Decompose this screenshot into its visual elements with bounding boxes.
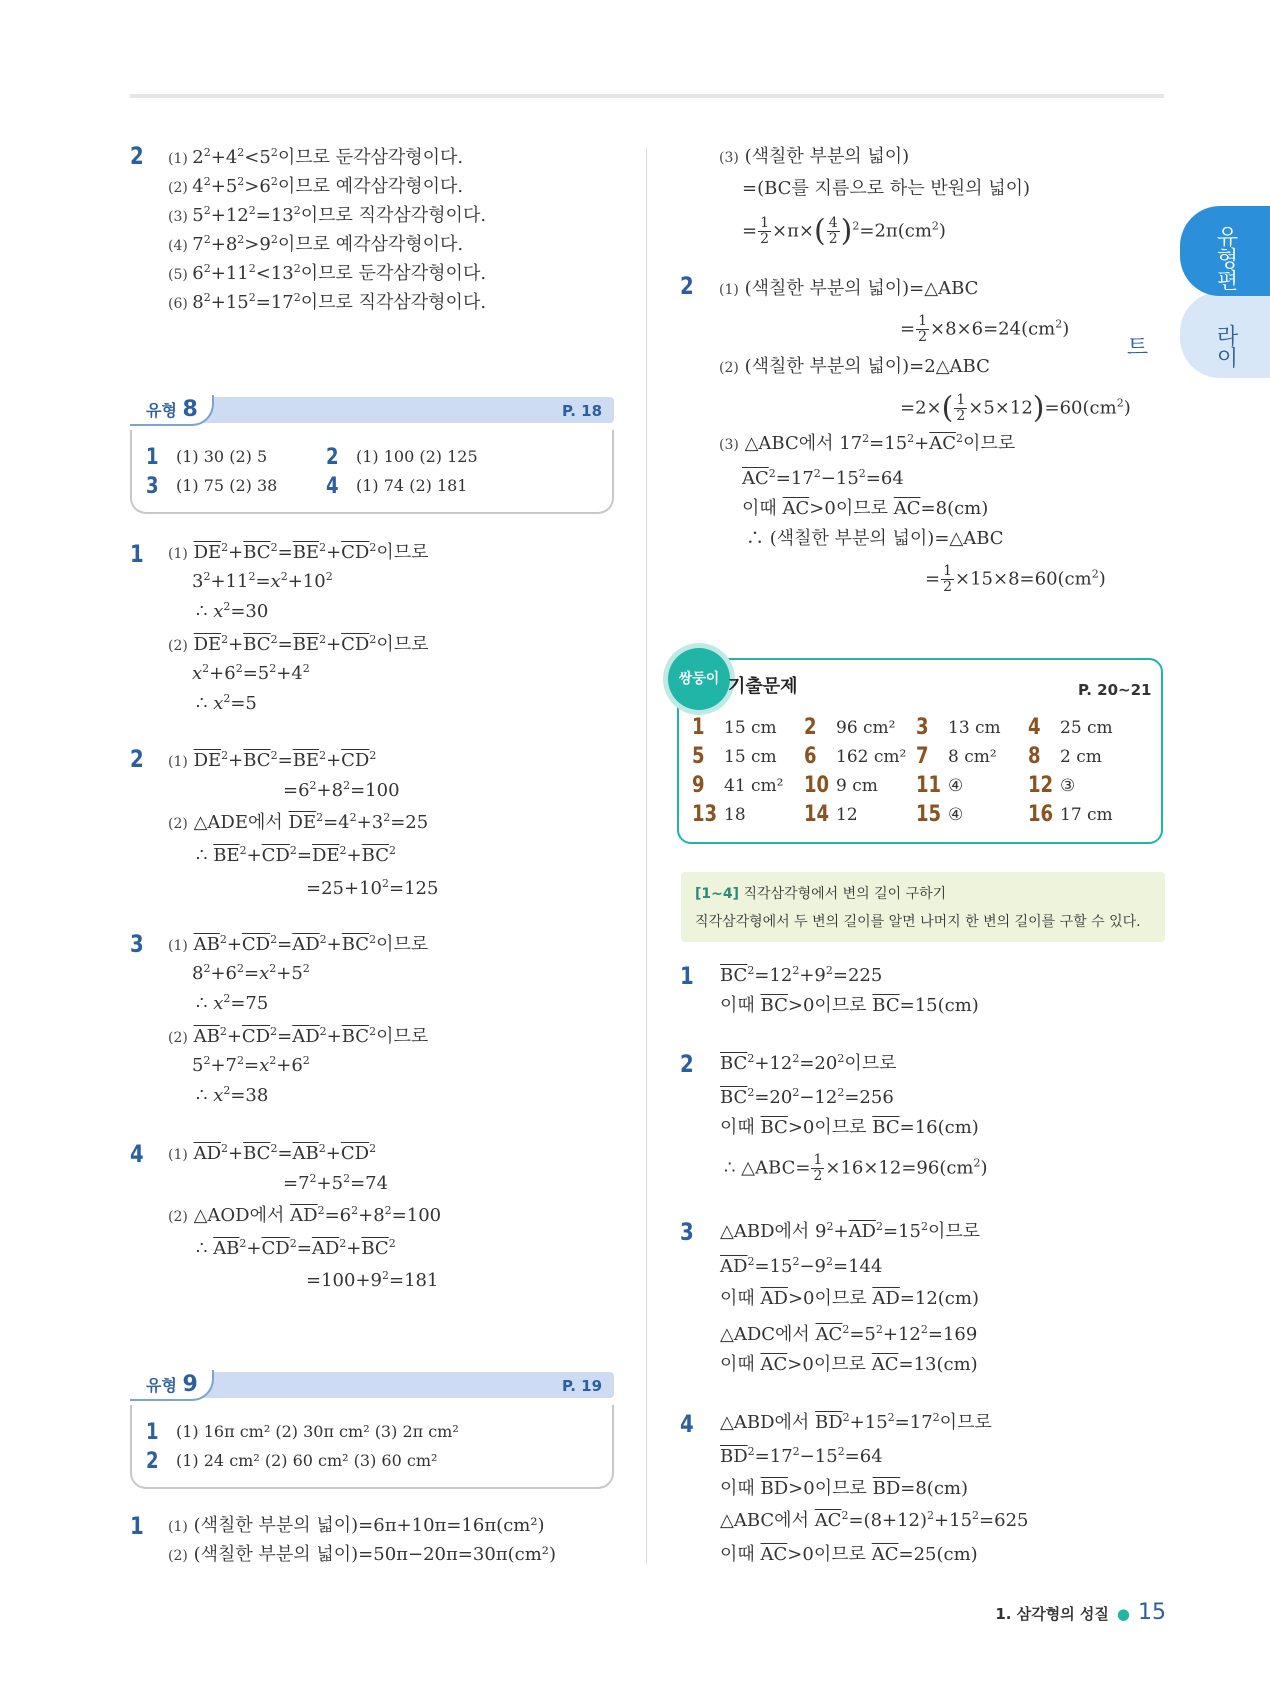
problem-number: 1 xyxy=(680,962,694,990)
sol-line: ∴ △ABC= $\frac{1}{2}$ $\times 16\times 12=96(cm^2)$ xyxy=(724,1152,988,1184)
hint-body: 직각삼각형에서 두 변의 길이를 알면 나머지 한 변의 길이를 구할 수 있다. xyxy=(695,914,1141,930)
kichul-number: 16 xyxy=(1028,802,1054,827)
kichul-page: P. 20~21 xyxy=(1078,681,1152,699)
kichul-number: 10 xyxy=(804,773,830,798)
sol-line: =(BC를 지름으로 하는 반원의 넓이) xyxy=(742,178,1031,199)
sol-line: $\overline{AD}^2=15^2-9^2=144$ xyxy=(720,1255,883,1277)
kichul-answer: ③ xyxy=(1060,776,1076,796)
var-x: x xyxy=(213,993,224,1014)
answer-number: 1 xyxy=(146,445,159,470)
sol-line: (1) $\overline{DE}^2+\overline{BC}^2=\overline{BE}^2+\overline{CD}^2$이므로 xyxy=(168,541,429,563)
sol-line: 이때 $\overline{AD}>0$이므로 $\overline{AD}=12(cm)$ xyxy=(720,1288,979,1309)
sol-line: △ABD에서 $9^2+\overline{AD}^2=15^2$이므로 xyxy=(720,1220,981,1242)
kichul-number: 3 xyxy=(916,715,929,740)
chapter-title: 1. 삼각형의 성질 xyxy=(995,1605,1109,1623)
sol-line: △ADC에서 $\overline{AC}^2=5^2+12^2=169$ xyxy=(720,1323,978,1345)
answer-number: 3 xyxy=(146,474,159,499)
kichul-answer: ④ xyxy=(948,805,964,825)
answer-number: 1 xyxy=(146,1420,159,1445)
part-label: (2) xyxy=(168,638,188,654)
answer-value: (1) 74 (2) 181 xyxy=(356,476,468,495)
sol-line: (2) (색칠한 부분의 넓이)=50π−20π=30π(cm²) xyxy=(168,1544,557,1565)
answer-value: (1) 75 (2) 38 xyxy=(176,476,278,495)
hint-title: [1~4] 직각삼각형에서 변의 길이 구하기 xyxy=(695,886,947,902)
text-ade: △ADE에서 xyxy=(193,812,283,833)
kichul-number: 6 xyxy=(804,744,817,769)
kichul-number: 4 xyxy=(1028,715,1041,740)
kichul-number: 13 xyxy=(692,802,718,827)
text-aod: △AOD에서 xyxy=(193,1205,285,1226)
sol-line: ∴ $x^2=5$ xyxy=(196,692,257,714)
problem-number: 2 xyxy=(130,745,144,773)
kichul-answer: 8 cm² xyxy=(948,747,997,767)
sol-line: (1) $\overline{DE}^2+\overline{BC}^2=\overline{BE}^2+\overline{CD}^2$ xyxy=(168,749,377,771)
sol-line: △ABD에서 $\overline{BD}^2+15^2=17^2$이므로 xyxy=(720,1411,992,1433)
eq-value: =30 xyxy=(230,601,269,622)
sol-line: (2) $\overline{DE}^2+\overline{BC}^2=\overline{BE}^2+\overline{CD}^2$이므로 xyxy=(168,633,429,655)
s2-line: (3) $5^2+12^2=13^2$이므로 직각삼각형이다. xyxy=(168,204,487,226)
sol-line: ∴ $\overline{BE}^2+\overline{CD}^2=\overline{DE}^2+\overline{BC}^2$ xyxy=(196,844,396,866)
sol-line: △ABC에서 $\overline{AC}^2=(8+12)^2+15^2=625$ xyxy=(720,1509,1029,1531)
q1-text: (색칠한 부분의 넓이)=6π+10π=16π(cm²) xyxy=(193,1515,545,1536)
sol-line: 이때 $\overline{AC}>0$이므로 $\overline{AC}=13(cm)$ xyxy=(720,1354,978,1375)
s2-line: (6) $8^2+15^2=17^2$이므로 직각삼각형이다. xyxy=(168,291,487,313)
kichul-answer: ④ xyxy=(948,776,964,796)
problem-number: 1 xyxy=(130,1512,144,1540)
problem-number: 2 xyxy=(130,142,144,170)
page-footer xyxy=(995,1600,1166,1625)
kichul-number: 1 xyxy=(692,715,705,740)
answer-value: (1) 16π cm² (2) 30π cm² (3) 2π cm² xyxy=(176,1422,459,1441)
kichul-answer: 96 cm² xyxy=(836,718,896,738)
kichul-number: 7 xyxy=(916,744,929,769)
page-number: 15 xyxy=(1138,1600,1166,1625)
part-label: (1) xyxy=(168,546,188,562)
problem-number: 4 xyxy=(680,1410,694,1438)
sol-line: 이때 $\overline{BD}>0$이므로 $\overline{BD}=8(cm)$ xyxy=(720,1478,968,1499)
sol-line: (2) △ADE에서 $\overline{DE}^2=4^2+3^2=25$ xyxy=(168,811,429,833)
sol-line: (1) $\overline{AB}^2+\overline{CD}^2=\overline{AD}^2+\overline{BC}^2$이므로 xyxy=(168,933,429,955)
sol-line: 이때 $\overline{BC}>0$이므로 $\overline{BC}=15(cm)$ xyxy=(720,995,979,1016)
eq-value: =38 xyxy=(230,1085,269,1106)
kichul-number: 11 xyxy=(916,773,942,798)
type9-answer-box xyxy=(130,1405,614,1489)
eq-value: =75 xyxy=(230,993,269,1014)
sol-line: $8^2+6^2=x^2+5^2$ xyxy=(192,962,310,984)
problem-number: 2 xyxy=(680,272,694,300)
kichul-number: 14 xyxy=(804,802,830,827)
sol-line: ∴ (색칠한 부분의 넓이)=△ABC xyxy=(746,528,1004,549)
answer-value: (1) 30 (2) 5 xyxy=(176,447,268,466)
sol-line: $=6^2+8^2=100$ xyxy=(283,779,400,801)
sol-line: (2) (색칠한 부분의 넓이)=2△ABC xyxy=(719,356,990,377)
kichul-number: 12 xyxy=(1028,773,1054,798)
sol-line: = $\frac{1}{2}$ ×π×( $\frac{4}{2}$ )$^2=2\pi(cm^2)$ xyxy=(742,213,946,249)
kichul-answer: 162 cm² xyxy=(836,747,907,767)
problem-number: 2 xyxy=(680,1050,694,1078)
side-tab-sub[interactable]: 라이트 xyxy=(1180,292,1270,378)
answer-value: (1) 24 cm² (2) 60 cm² (3) 60 cm² xyxy=(176,1451,438,1470)
problem-number: 3 xyxy=(130,930,144,958)
kichul-answer: 12 xyxy=(836,805,858,825)
kichul-icon: 쌍둥이 xyxy=(668,648,730,710)
footer-dot: ● xyxy=(1116,1605,1130,1623)
problem-number: 4 xyxy=(130,1140,144,1168)
answer-number: 2 xyxy=(326,445,339,470)
sol-line: = $\frac{1}{2}$ $\times 15\times 8=60(cm^2)$ xyxy=(925,563,1106,595)
answer-number: 2 xyxy=(146,1449,159,1474)
kichul-answer: 17 cm xyxy=(1060,805,1113,825)
sol-line: $=7^2+5^2=74$ xyxy=(283,1172,389,1194)
var-x: x xyxy=(213,601,224,622)
sol-line: (1) (색칠한 부분의 넓이)=△ABC xyxy=(719,278,979,299)
kichul-answer: 13 cm xyxy=(948,718,1001,738)
type8-label: 유형 8 xyxy=(130,395,214,426)
problem-number: 3 xyxy=(680,1218,694,1246)
kichul-answer: 15 cm xyxy=(724,747,777,767)
sol-line: (3) (색칠한 부분의 넓이) xyxy=(719,146,910,167)
sol-line: $\overline{BC}^2+12^2=20^2$이므로 xyxy=(720,1052,897,1074)
r2-l1: (색칠한 부분의 넓이)=△ABC xyxy=(744,278,979,299)
kichul-answer: 25 cm xyxy=(1060,718,1113,738)
type9-page: P. 19 xyxy=(562,1377,603,1395)
kichul-answer: 9 cm xyxy=(836,776,878,796)
answer-number: 4 xyxy=(326,474,339,499)
sol-line: 이때 $\overline{AC}>0$이므로 $\overline{AC}=25(cm)$ xyxy=(720,1544,978,1565)
sol-line: $\overline{BC}^2=20^2-12^2=256$ xyxy=(720,1086,894,1108)
sol-line: (2) △AOD에서 $\overline{AD}^2=6^2+8^2=100$ xyxy=(168,1204,442,1226)
sol-line: (2) $\overline{AB}^2+\overline{CD}^2=\overline{AD}^2+\overline{BC}^2$이므로 xyxy=(168,1025,429,1047)
sol-line: 이때 $\overline{BC}>0$이므로 $\overline{BC}=16(cm)$ xyxy=(720,1117,979,1138)
s2-line: (2) $4^2+5^2>6^2$이므로 예각삼각형이다. xyxy=(168,175,464,197)
hint-box xyxy=(681,872,1165,942)
kichul-number: 2 xyxy=(804,715,817,740)
type8-answer-box xyxy=(130,430,614,514)
kichul-answer: 41 cm² xyxy=(724,776,784,796)
s2-line: (1) $2^2+4^2<5^2$이므로 둔각삼각형이다. xyxy=(168,146,464,168)
sol-line: ∴ $x^2=75$ xyxy=(196,992,269,1014)
s2-line: (5) $6^2+11^2<13^2$이므로 둔각삼각형이다. xyxy=(168,262,487,284)
sol-line: (3) △ABC에서 $17^2=15^2+\overline{AC}^2$이므로 xyxy=(719,432,1016,454)
var-x: x xyxy=(213,693,224,714)
sol-line: $3^2+11^2=x^2+10^2$ xyxy=(192,570,333,592)
answer-value: (1) 100 (2) 125 xyxy=(356,447,478,466)
kichul-answer: 15 cm xyxy=(724,718,777,738)
r2-l2: (색칠한 부분의 넓이)=2△ABC xyxy=(744,356,990,377)
kichul-number: 15 xyxy=(916,802,942,827)
var-x: x xyxy=(213,1085,224,1106)
kichul-number: 9 xyxy=(692,773,705,798)
sol-line: (1) $\overline{AD}^2+\overline{BC}^2=\overline{AB}^2+\overline{CD}^2$ xyxy=(168,1142,377,1164)
text-iremo: 이므로 xyxy=(376,542,429,563)
q2-text: (색칠한 부분의 넓이)=50π−20π=30π(cm²) xyxy=(193,1544,557,1565)
s2-line: (4) $7^2+8^2>9^2$이므로 예각삼각형이다. xyxy=(168,233,464,255)
kichul-number: 5 xyxy=(692,744,705,769)
sol-line: $5^2+7^2=x^2+6^2$ xyxy=(192,1054,310,1076)
problem-number: 1 xyxy=(130,540,144,568)
sol-line: (1) (색칠한 부분의 넓이)=6π+10π=16π(cm²) xyxy=(168,1515,545,1536)
side-tab-main[interactable]: 유형편 xyxy=(1180,206,1270,296)
sol-line: ∴ $x^2=30$ xyxy=(196,600,269,622)
sol-line: $x^2+6^2=5^2+4^2$ xyxy=(192,662,310,684)
type9-label: 유형 9 xyxy=(130,1370,214,1401)
r3-title: (색칠한 부분의 넓이) xyxy=(744,146,910,167)
sol-line: ∴ $x^2=38$ xyxy=(196,1084,269,1106)
top-rule xyxy=(130,94,1164,98)
sol-line: $\overline{BC}^2=12^2+9^2=225$ xyxy=(720,964,883,986)
column-separator xyxy=(646,148,647,1564)
kichul-number: 8 xyxy=(1028,744,1041,769)
sol-line: $=25+10^2=125$ xyxy=(306,877,439,899)
type8-page: P. 18 xyxy=(562,402,603,420)
sol-line: 이때 $\overline{AC}>0$이므로 $\overline{AC}=8(cm)$ xyxy=(742,498,989,519)
sol-line: $\overline{AC}^2=17^2-15^2=64$ xyxy=(742,467,904,489)
sol-line: $\overline{BD}^2=17^2-15^2=64$ xyxy=(720,1445,883,1467)
kichul-title: 기출문제 xyxy=(728,676,798,697)
kichul-answer: 18 xyxy=(724,805,746,825)
eq-value: =5 xyxy=(230,693,257,714)
sol-line: ∴ $\overline{AB}^2+\overline{CD}^2=\overline{AD}^2+\overline{BC}^2$ xyxy=(196,1237,396,1259)
sol-line: = $\frac{1}{2}$ $\times 8\times 6=24(cm^2)$ xyxy=(900,313,1070,345)
sol-line: =2×( $\frac{1}{2}$ $\times 5\times 12)=60(cm^2)$ xyxy=(900,390,1131,426)
sol-line: $=100+9^2=181$ xyxy=(306,1269,439,1291)
kichul-answer: 2 cm xyxy=(1060,747,1102,767)
